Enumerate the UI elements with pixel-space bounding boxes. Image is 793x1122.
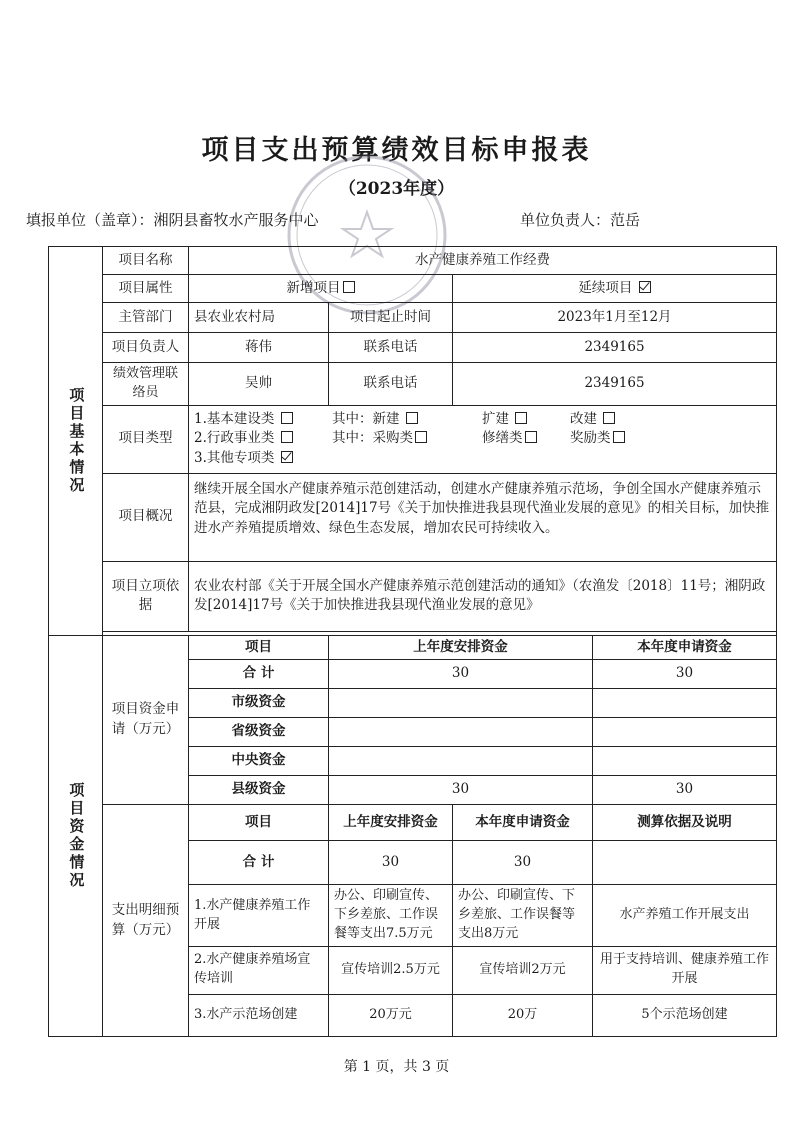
overview-label: 项目概况 [103,473,189,561]
basis-value: 农业农村部《关于开展全国水产健康养殖示范创建活动的通知》（农渔发〔2018〕11号；湘阴政发[2014]17号《关于加快推进我县现代渔业发展的意见》 [189,561,777,631]
basic-section-title: 项目基本情况 [67,386,86,495]
detail-last: 20万元 [329,994,453,1036]
detail-item: 2.水产健康养殖场宣传培训 [189,946,329,994]
funds-row-last [329,747,593,776]
type-1a-label: 其中：新建 [332,410,400,427]
project-name-label: 项目名称 [103,247,189,275]
type-1-label: 1.基本建设类 [194,410,275,427]
period-value: 2023年1月至12月 [453,303,777,333]
funds-row-label: 省级资金 [189,718,329,747]
type-1-checkbox[interactable] [281,412,293,424]
type-1a-checkbox[interactable] [406,412,418,424]
funds-row-label: 市级资金 [189,689,329,718]
funds-row-this: 30 [593,776,777,805]
funds-col-this: 本年度申请资金 [593,635,777,660]
budget-form-table [48,246,777,1037]
project-type-label: 项目类型 [103,405,189,473]
funds-section-cell [49,635,103,1036]
type-2-label: 2.行政事业类 [194,430,275,447]
dept-value: 县农业农村局 [189,303,329,333]
type-3-label: 3.其他专项类 [194,449,275,466]
perf-contact-value: 吴帅 [189,363,329,406]
attr-new-label: 新增项目 [286,279,341,296]
detail-total-last: 30 [329,841,453,885]
detail-basis: 水产养殖工作开展支出 [593,885,777,947]
detail-col-last: 上年度安排资金 [329,805,453,841]
type-1c-label: 改建 [570,410,597,427]
detail-total-label: 合 计 [189,841,329,885]
funds-section-title: 项目资金情况 [67,781,86,890]
basic-section-cell [49,247,103,636]
detail-total-basis [593,841,777,885]
attr-continue-label: 延续项目 [578,279,633,296]
unit-owner: 单位负责人：范岳 [520,211,641,229]
funds-row-label: 合 计 [189,660,329,689]
funds-row-this [593,718,777,747]
type-2-checkbox[interactable] [281,431,293,443]
detail-item: 1.水产健康养殖工作开展 [189,885,329,947]
type-3-checkbox[interactable] [281,451,293,463]
project-attr-label: 项目属性 [103,275,189,303]
detail-this: 办公、印刷宣传、下乡差旅、工作误餐等支出8万元 [453,885,593,947]
type-1b-checkbox[interactable] [515,412,527,424]
perf-phone-value: 2349165 [453,363,777,406]
detail-this: 20万 [453,994,593,1036]
type-1b-label: 扩建 [482,410,509,427]
detail-col-basis: 测算依据及说明 [593,805,777,841]
funds-row-last: 30 [329,776,593,805]
project-attr-new [189,275,453,303]
detail-col-this: 本年度申请资金 [453,805,593,841]
leader-label: 项目负责人 [103,333,189,363]
type-2a-label: 其中：采购类 [332,430,413,447]
funds-apply-label: 项目资金申请（万元） [103,635,189,805]
project-type-options [189,405,777,473]
leader-phone-label: 联系电话 [329,333,453,363]
funds-row-last: 30 [329,660,593,689]
funds-row-this [593,689,777,718]
reporting-unit: 填报单位（盖章）：湘阴县畜牧水产服务中心 [26,211,319,229]
funds-row-last [329,689,593,718]
detail-basis: 用于支持培训、健康养殖工作开展 [593,946,777,994]
type-2b-checkbox[interactable] [525,431,537,443]
leader-phone-value: 2349165 [453,333,777,363]
type-2c-checkbox[interactable] [613,431,625,443]
type-1c-checkbox[interactable] [603,412,615,424]
type-2a-checkbox[interactable] [415,431,427,443]
project-name-value: 水产健康养殖工作经费 [189,247,777,275]
overview-value: 继续开展全国水产健康养殖示范创建活动，创建水产健康养殖示范场，争创全国水产健康养殖示范县，完成湘阴政发[2014]17号《关于加快推进我县现代渔业发展的意见》的相关目标，加快推进水产养殖提质增效、绿色生态发展，增加农民可持续收入。 [189,473,777,561]
type-2c-label: 奖励类 [570,430,611,447]
leader-value: 蒋伟 [189,333,329,363]
detail-last: 办公、印刷宣传、下乡差旅、工作误餐等支出7.5万元 [329,885,453,947]
page-footer: 第 1 页，共 3 页 [343,1059,450,1075]
funds-row-last [329,718,593,747]
perf-phone-label: 联系电话 [329,363,453,406]
funds-row-label: 中央资金 [189,747,329,776]
funds-row-this [593,747,777,776]
attr-continue-checkbox[interactable] [639,281,651,293]
funds-col-item: 项目 [189,635,329,660]
funds-row-label: 县级资金 [189,776,329,805]
project-attr-continue [453,275,777,303]
funds-row-this: 30 [593,660,777,689]
detail-this: 宣传培训2万元 [453,946,593,994]
perf-contact-label: 绩效管理联络员 [103,363,189,406]
period-label: 项目起止时间 [329,303,453,333]
page-title: 项目支出预算绩效目标申报表 [201,135,592,166]
detail-col-item: 项目 [189,805,329,841]
dept-label: 主管部门 [103,303,189,333]
page-subtitle: （2023年度） [338,179,455,199]
detail-total-this: 30 [453,841,593,885]
detail-last: 宣传培训2.5万元 [329,946,453,994]
detail-item: 3.水产示范场创建 [189,994,329,1036]
attr-new-checkbox[interactable] [343,281,355,293]
funds-col-last: 上年度安排资金 [329,635,593,660]
detail-basis: 5个示范场创建 [593,994,777,1036]
basis-label: 项目立项依据 [103,561,189,631]
detail-label: 支出明细预算（万元） [103,805,189,1037]
type-2b-label: 修缮类 [482,430,523,447]
